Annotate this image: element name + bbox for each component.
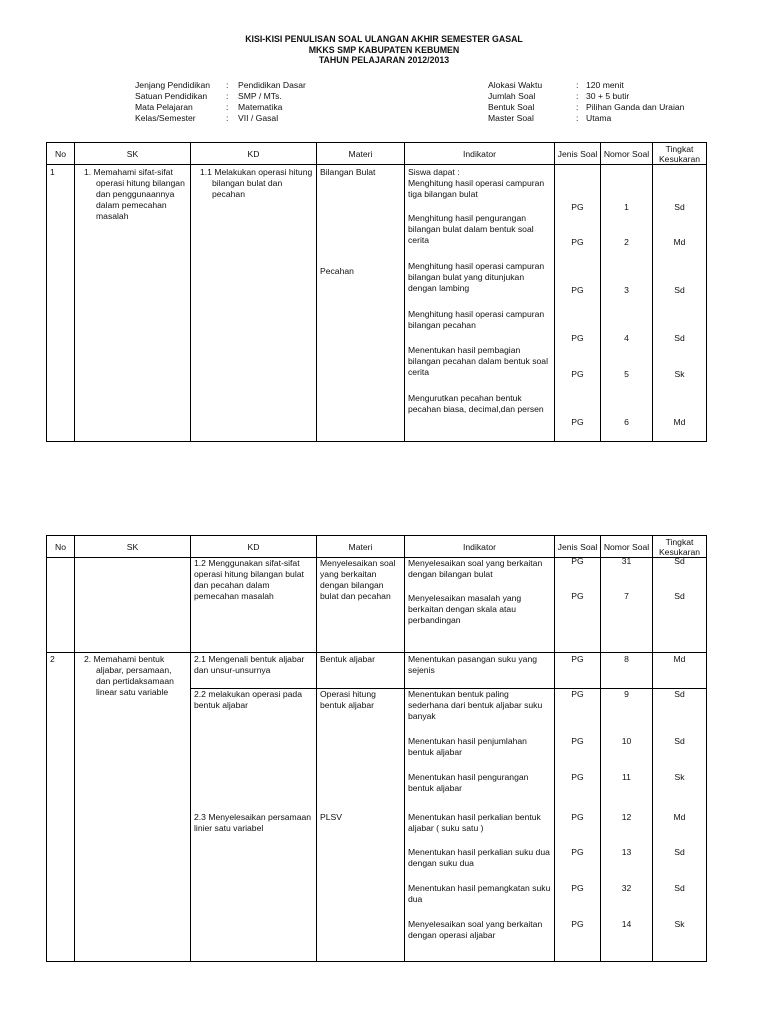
nomor-text: 4 xyxy=(624,333,629,343)
jenis-text: PG xyxy=(571,285,584,295)
tingkat-text: Sd xyxy=(674,591,685,601)
info-label: Mata Pelajaran xyxy=(135,102,193,112)
indikator-text: Menghitung hasil pengurangan bilangan bulat dalam bentuk soal cerita xyxy=(408,213,534,245)
materi-text: Bentuk aljabar xyxy=(320,654,375,664)
jenis-text: PG xyxy=(571,237,584,247)
indikator-text: Menentukan pasangan suku yang sejenis xyxy=(408,654,538,675)
jenis-text: PG xyxy=(571,812,584,822)
tingkat-text: Sd xyxy=(674,883,685,893)
col-header-sk: SK xyxy=(75,536,191,558)
tingkat-text: Sd xyxy=(674,285,685,295)
indikator-text: Menentukan bentuk paling sederhana dari bentuk aljabar suku banyak xyxy=(405,688,554,736)
indikator-text: Menentukan hasil perkalian suku dua dengan suku dua xyxy=(408,847,550,868)
tingkat-text: Sd xyxy=(674,333,685,343)
jenis-text: PG xyxy=(571,736,584,746)
nomor-text: 7 xyxy=(624,591,629,601)
info-row xyxy=(135,91,306,102)
jenis-text: PG xyxy=(571,883,584,893)
materi-text: PLSV xyxy=(320,812,342,822)
info-value: 30 + 5 butir xyxy=(586,91,630,101)
cell-kd xyxy=(191,165,317,442)
nomor-text: 11 xyxy=(622,772,631,782)
materi-text: Bilangan Bulat xyxy=(320,167,376,177)
nomor-text: 31 xyxy=(621,556,632,566)
table-row xyxy=(47,653,707,962)
tingkat-text: Md xyxy=(673,237,686,247)
nomor-text: 32 xyxy=(621,883,632,893)
info-left xyxy=(135,80,306,124)
info-label: Bentuk Soal xyxy=(488,102,535,112)
info-row xyxy=(135,102,306,113)
sk-text: 2. Memahami bentuk aljabar, persamaan, dan pertidaksamaan linear satu variable xyxy=(84,654,174,697)
cell-indikator xyxy=(405,558,555,653)
cell-tingkat xyxy=(653,653,707,962)
table-row xyxy=(47,165,707,442)
kd-text: 2.3 Menyelesaikan persamaan linier satu variabel xyxy=(194,812,312,833)
info-sep: : xyxy=(226,113,229,123)
title-line-1: KISI-KISI PENULISAN SOAL ULANGAN AKHIR SEMESTER GASAL xyxy=(245,34,523,44)
jenis-text: PG xyxy=(571,202,584,212)
title-line-2: MKKS SMP KABUPATEN KEBUMEN xyxy=(308,44,460,55)
indikator-text: Menghitung hasil operasi campuran bilangan bulat yang ditunjukan dengan lambing xyxy=(408,261,545,293)
jenis-text: PG xyxy=(555,688,600,736)
jenis-text: PG xyxy=(571,369,584,379)
info-label: Alokasi Waktu xyxy=(488,80,543,90)
cell-sk xyxy=(75,558,191,653)
info-label: Kelas/Semester xyxy=(135,113,196,123)
info-row xyxy=(135,113,306,124)
indikator-text: Menyelesaikan masalah yang berkaitan dengan skala atau perbandingan xyxy=(408,593,522,625)
tingkat-text: Sd xyxy=(674,202,685,212)
col-header-tingkat: Tingkat Kesukaran xyxy=(653,143,707,165)
indikator-intro: Siswa dapat : xyxy=(408,167,460,177)
indikator-text: Menentukan hasil pembagian bilangan pecahan dalam bentuk soal cerita xyxy=(408,345,548,377)
col-header-nomor: Nomor Soal xyxy=(601,536,653,558)
table-1 xyxy=(46,142,707,442)
table-row xyxy=(47,558,707,653)
cell-jenis xyxy=(555,653,601,962)
col-header-indikator: Indikator xyxy=(405,143,555,165)
tingkat-text: Md xyxy=(673,812,686,822)
tingkat-text: Sd xyxy=(653,688,706,736)
info-sep: : xyxy=(576,91,579,101)
tingkat-text: Sd xyxy=(674,556,685,566)
info-label: Satuan Pendidikan xyxy=(135,91,208,101)
cell-jenis xyxy=(555,558,601,653)
tingkat-text: Md xyxy=(673,654,686,664)
cell-no: 1 xyxy=(47,165,75,442)
col-header-indikator: Indikator xyxy=(405,536,555,558)
materi-text: Operasi hitung bentuk aljabar xyxy=(317,688,404,812)
nomor-text: 9 xyxy=(601,688,652,736)
indikator-text: Menyelesaikan soal yang berkaitan dengan bilangan bulat xyxy=(408,558,543,579)
cell-indikator xyxy=(405,165,555,442)
info-label: Master Soal xyxy=(488,113,534,123)
col-header-jenis: Jenis Soal xyxy=(555,536,601,558)
info-value: Utama xyxy=(586,113,612,123)
info-sep: : xyxy=(576,80,579,90)
indikator-text: Menyelesaikan soal yang berkaitan dengan operasi aljabar xyxy=(408,919,543,940)
tingkat-text: Sd xyxy=(674,736,685,746)
tingkat-text: Sk xyxy=(674,919,685,929)
col-header-no: No xyxy=(47,536,75,558)
info-sep: : xyxy=(226,102,229,112)
info-right xyxy=(488,80,684,124)
cell-materi xyxy=(317,165,405,442)
col-header-materi: Materi xyxy=(317,536,405,558)
nomor-text: 13 xyxy=(621,847,632,857)
jenis-text: PG xyxy=(571,919,584,929)
info-value: Matematika xyxy=(238,102,283,112)
info-sep: : xyxy=(576,102,579,112)
indikator-text: Menentukan hasil pemangkatan suku dua xyxy=(408,883,551,904)
col-header-kd: KD xyxy=(191,536,317,558)
cell-materi: Menyelesaikan soal yang berkaitan dengan bilangan bulat dan pecahan xyxy=(317,558,405,653)
info-row xyxy=(488,80,684,91)
cell-materi xyxy=(317,653,405,962)
info-value: Pilihan Ganda dan Uraian xyxy=(586,102,685,112)
col-header-tingkat: Tingkat Kesukaran xyxy=(653,536,707,558)
nomor-text: 3 xyxy=(624,285,629,295)
nomor-text: 2 xyxy=(624,237,629,247)
cell-tingkat xyxy=(653,165,707,442)
document-title xyxy=(0,34,768,66)
cell-no xyxy=(47,558,75,653)
table-header-row xyxy=(47,143,707,165)
cell-nomor xyxy=(601,558,653,653)
col-header-jenis: Jenis Soal xyxy=(555,143,601,165)
col-header-sk: SK xyxy=(75,143,191,165)
jenis-text: PG xyxy=(571,417,584,427)
tingkat-text: Sd xyxy=(674,847,685,857)
col-header-kd: KD xyxy=(191,143,317,165)
indikator-text: Menentukan hasil pengurangan bentuk aljabar xyxy=(408,772,529,793)
table-2 xyxy=(46,535,707,962)
jenis-text: PG xyxy=(571,591,584,601)
info-value: SMP / MTs. xyxy=(238,91,282,101)
cell-indikator xyxy=(405,653,555,962)
kd-text: 2.2 melakukan operasi pada bentuk aljabar xyxy=(191,688,316,812)
nomor-text: 14 xyxy=(621,919,632,929)
col-header-materi: Materi xyxy=(317,143,405,165)
col-header-nomor: Nomor Soal xyxy=(601,143,653,165)
info-row xyxy=(135,80,306,91)
jenis-text: PG xyxy=(571,654,584,664)
cell-sk xyxy=(75,653,191,962)
info-row xyxy=(488,102,684,113)
jenis-text: PG xyxy=(571,333,584,343)
cell-kd: 1.2 Menggunakan sifat-sifat operasi hitung bilangan bulat dan pecahan dalam pemecahan masalah xyxy=(191,558,317,653)
info-value: Pendidikan Dasar xyxy=(238,80,306,90)
cell-no: 2 xyxy=(47,653,75,962)
info-row xyxy=(488,91,684,102)
nomor-text: 8 xyxy=(624,654,629,664)
cell-nomor xyxy=(601,165,653,442)
tingkat-text: Sk xyxy=(674,369,685,379)
indikator-text: Menghitung hasil operasi campuran tiga bilangan bulat xyxy=(408,178,545,199)
jenis-text: PG xyxy=(571,556,584,566)
jenis-text: PG xyxy=(571,772,584,782)
indikator-text: Mengurutkan pecahan bentuk pecahan biasa, decimal,dan persen xyxy=(408,393,544,414)
indikator-text: Menentukan hasil penjumlahan bentuk aljabar xyxy=(408,736,527,757)
info-sep: : xyxy=(576,113,579,123)
cell-kd xyxy=(191,653,317,962)
tingkat-text: Md xyxy=(673,417,686,427)
info-label: Jumlah Soal xyxy=(488,91,536,101)
materi-text: Pecahan xyxy=(320,266,354,276)
cell-nomor xyxy=(601,653,653,962)
info-row xyxy=(488,113,684,124)
info-sep: : xyxy=(226,91,229,101)
nomor-text: 5 xyxy=(624,369,629,379)
cell-sk xyxy=(75,165,191,442)
indikator-text: Menentukan hasil perkalian bentuk aljabar ( suku satu ) xyxy=(408,812,541,833)
cell-jenis xyxy=(555,165,601,442)
tingkat-text: Sk xyxy=(674,772,685,782)
nomor-text: 12 xyxy=(621,812,632,822)
info-value: VII / Gasal xyxy=(238,113,279,123)
sk-text: 1. Memahami sifat-sifat operasi hitung bilangan dan penggunaannya dalam pemecahan masalah xyxy=(84,167,185,221)
info-value: 120 menit xyxy=(586,80,624,90)
kd-text: 1.1 Melakukan operasi hitung bilangan bulat dan pecahan xyxy=(200,167,313,199)
kd-text: 2.1 Mengenali bentuk aljabar dan unsur-unsurnya xyxy=(194,654,305,675)
info-label: Jenjang Pendidikan xyxy=(135,80,211,90)
indikator-text: Menghitung hasil operasi campuran bilangan pecahan xyxy=(408,309,545,330)
table-header-row xyxy=(47,536,707,558)
nomor-text: 10 xyxy=(621,736,632,746)
info-sep: : xyxy=(226,80,229,90)
cell-tingkat xyxy=(653,558,707,653)
nomor-text: 6 xyxy=(624,417,629,427)
col-header-no: No xyxy=(47,143,75,165)
nomor-text: 1 xyxy=(624,202,629,212)
title-line-3: TAHUN PELAJARAN 2012/2013 xyxy=(318,55,450,65)
jenis-text: PG xyxy=(571,847,584,857)
